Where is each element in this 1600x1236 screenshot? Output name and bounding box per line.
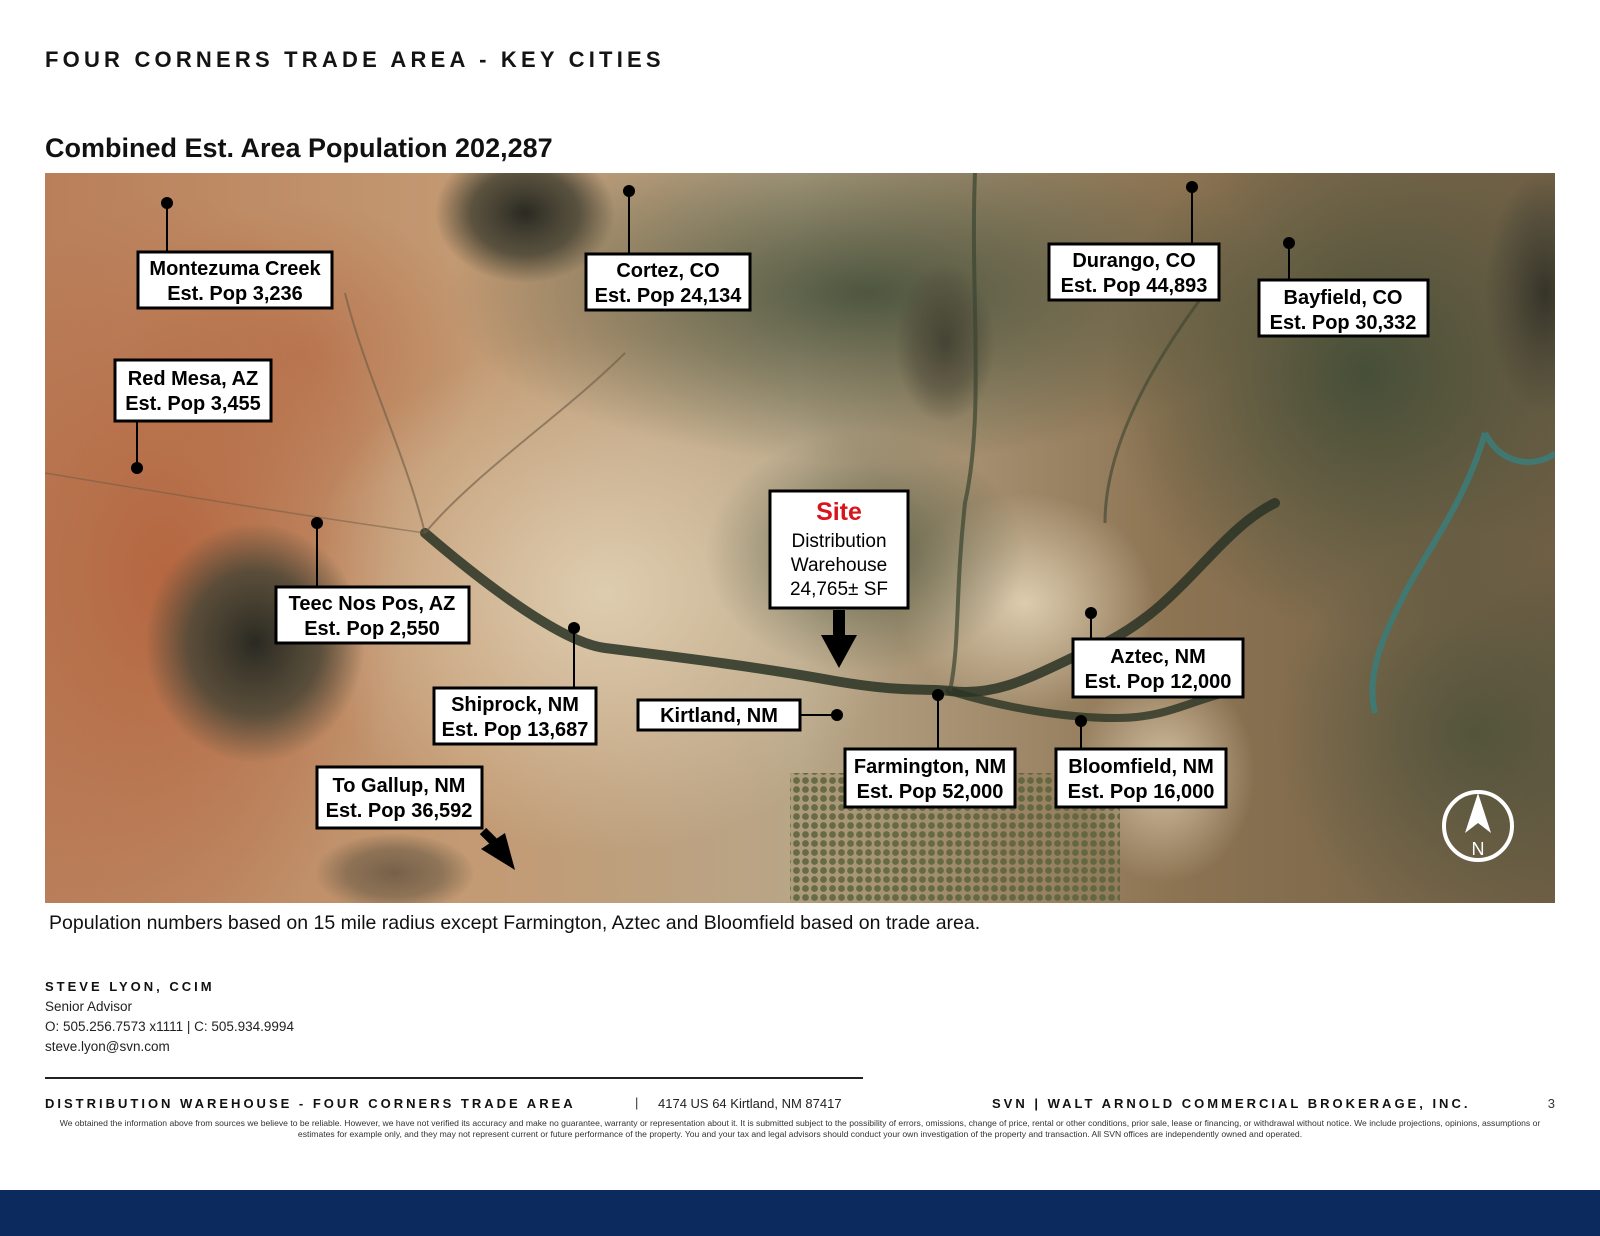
label-farmington-pop: Est. Pop 52,000 (856, 781, 1004, 803)
pin-durango (1186, 181, 1198, 193)
label-red-mesa-pop: Est. Pop 3,455 (125, 393, 261, 415)
label-bayfield-name: Bayfield, CO (1283, 287, 1403, 309)
brand-bottom-bar (0, 1190, 1600, 1236)
label-bloomfield-name: Bloomfield, NM (1068, 756, 1214, 778)
label-cortez-pop: Est. Pop 24,134 (594, 285, 742, 307)
label-kirtland-name: Kirtland, NM (660, 705, 778, 727)
legal-disclaimer: We obtained the information above from sources we believe to be reliable. However, we have not verified its accuracy and make no guarantee, warranty or representation about it. It is submitted subject to the possibility of errors, omissions, change of price, rental or other conditions, prior sale, lease or financing, or withdrawal without notice. We include projections, opinions, assumptions or estimates for example only, and they may not represent current or future performance of the property. You and your tax and legal advisors should conduct your own investigation of the property and transaction. All SVN offices are independently owned and operated. (59, 1118, 1541, 1139)
site-line-1: Distribution (791, 531, 887, 552)
agent-contact (45, 979, 294, 1054)
pin-kirtland (831, 709, 843, 721)
combined-population-heading: Combined Est. Area Population 202,287 (45, 133, 553, 163)
label-red-mesa-name: Red Mesa, AZ (127, 368, 259, 390)
label-aztec-name: Aztec, NM (1110, 646, 1206, 668)
label-shiprock-pop: Est. Pop 13,687 (441, 719, 589, 741)
label-gallup-name: To Gallup, NM (332, 775, 466, 797)
label-montezuma-name: Montezuma Creek (149, 258, 321, 280)
agent-email[interactable]: steve.lyon@svn.com (45, 1039, 170, 1054)
trade-area-map[interactable] (45, 173, 1555, 903)
label-farmington-name: Farmington, NM (853, 756, 1007, 778)
footer-property-name: DISTRIBUTION WAREHOUSE - FOUR CORNERS TRADE AREA (45, 1096, 576, 1111)
label-teec-name: Teec Nos Pos, AZ (288, 593, 456, 615)
footer-bar (45, 1096, 1555, 1116)
label-bloomfield-pop: Est. Pop 16,000 (1067, 781, 1215, 803)
site-title: Site (816, 498, 862, 526)
site-line-2: Warehouse (790, 555, 888, 576)
pin-red-mesa (131, 462, 143, 474)
pin-montezuma-creek (161, 197, 173, 209)
footer-firm-name: SVN | WALT ARNOLD COMMERCIAL BROKERAGE, INC. (992, 1096, 1471, 1111)
footer-separator: | (635, 1095, 639, 1110)
agent-title: Senior Advisor (45, 999, 133, 1014)
agent-name: STEVE LYON, CCIM (45, 979, 215, 994)
pin-shiprock (568, 622, 580, 634)
footer-address: 4174 US 64 Kirtland, NM 87417 (658, 1096, 842, 1111)
agent-phones: O: 505.256.7573 x1111 | C: 505.934.9994 (45, 1019, 294, 1034)
label-aztec-pop: Est. Pop 12,000 (1084, 671, 1232, 693)
label-cortez-name: Cortez, CO (616, 260, 720, 282)
pin-cortez (623, 185, 635, 197)
compass-letter: N (1471, 839, 1485, 859)
label-durango-pop: Est. Pop 44,893 (1060, 275, 1208, 297)
page-number: 3 (1547, 1096, 1555, 1111)
pin-bayfield (1283, 237, 1295, 249)
label-teec-pop: Est. Pop 2,550 (304, 618, 440, 640)
pin-aztec (1085, 607, 1097, 619)
label-gallup-pop: Est. Pop 36,592 (325, 800, 473, 822)
site-line-3: 24,765± SF (789, 579, 889, 600)
label-shiprock-name: Shiprock, NM (451, 694, 579, 716)
label-durango-name: Durango, CO (1072, 250, 1196, 272)
label-bayfield-pop: Est. Pop 30,332 (1269, 312, 1417, 334)
pin-bloomfield (1075, 715, 1087, 727)
pin-teec-nos-pos (311, 517, 323, 529)
pin-farmington (932, 689, 944, 701)
footer-divider (45, 1077, 863, 1079)
page-title: FOUR CORNERS TRADE AREA - KEY CITIES (45, 47, 665, 72)
population-footnote: Population numbers based on 15 mile radius except Farmington, Aztec and Bloomfield based on trade area. (49, 912, 981, 934)
label-montezuma-pop: Est. Pop 3,236 (167, 283, 303, 305)
